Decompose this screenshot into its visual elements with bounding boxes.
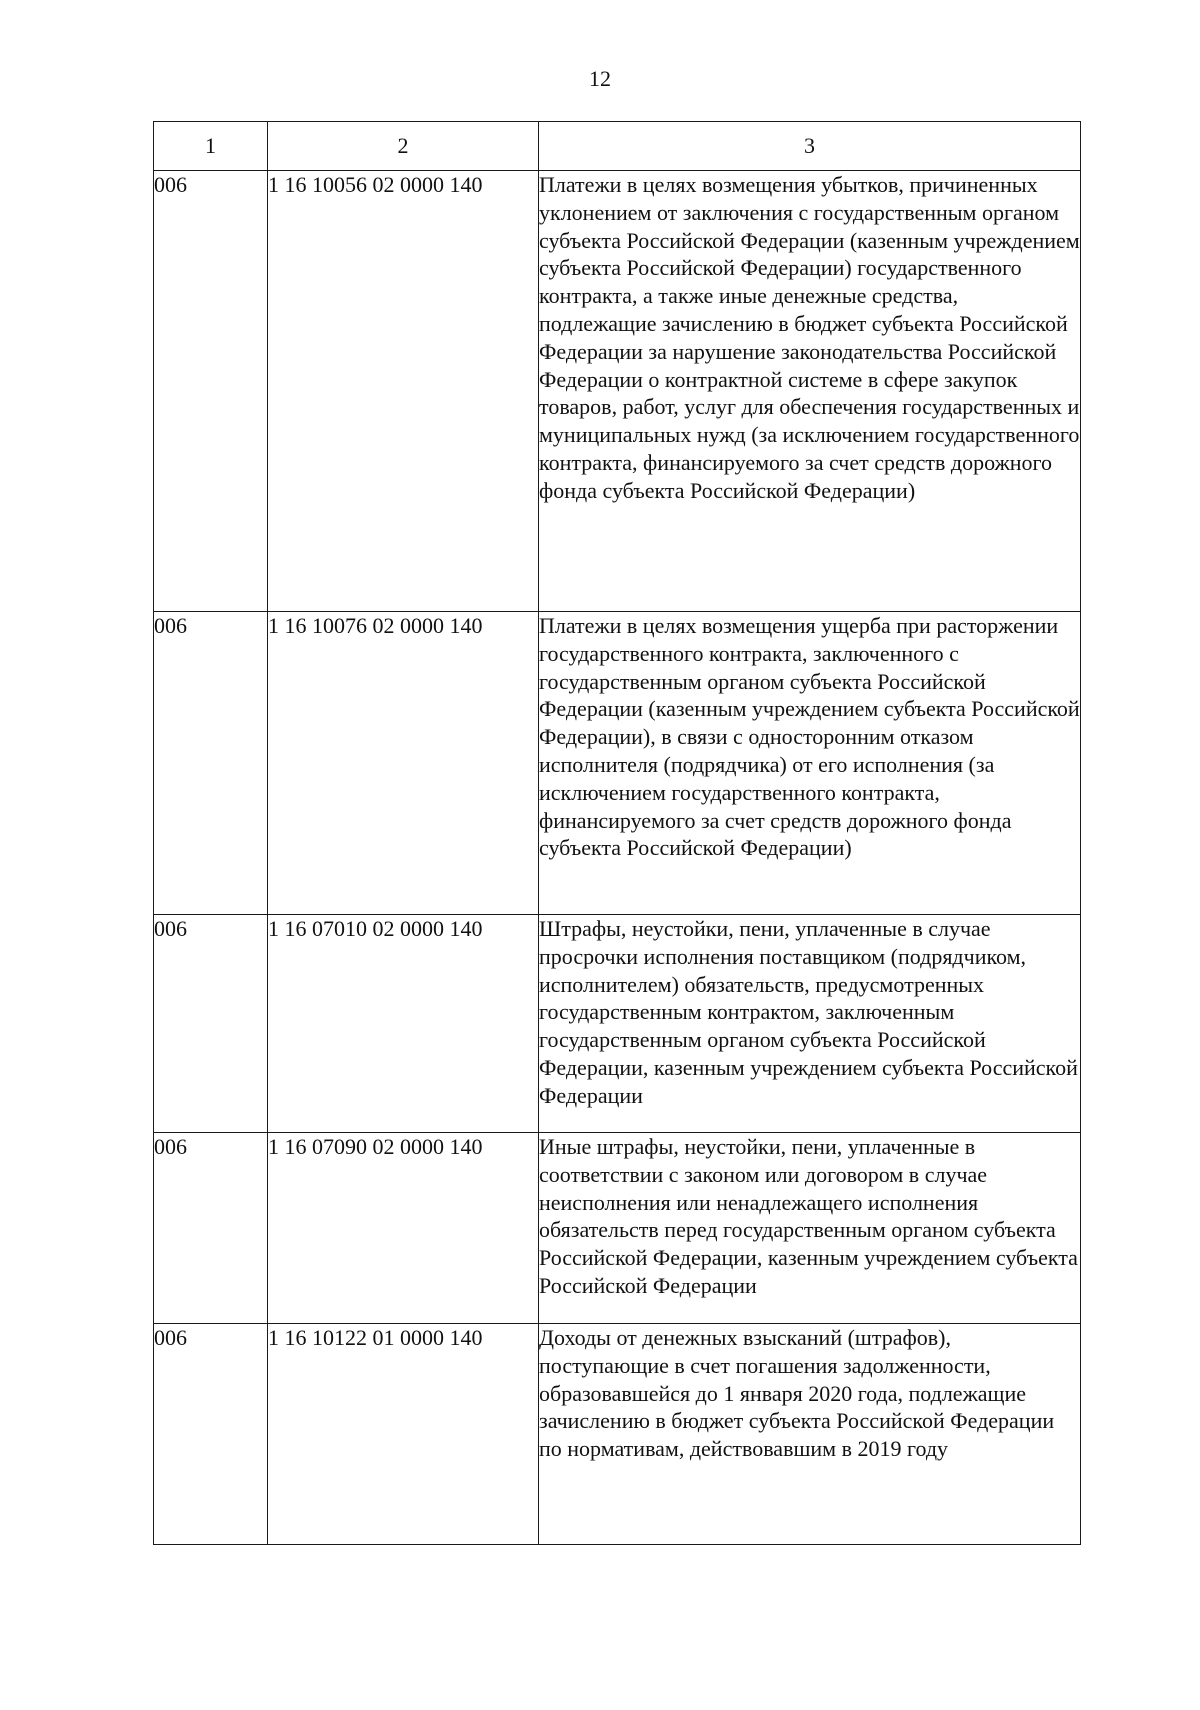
page-number: 12 <box>589 66 611 91</box>
kbk-code-cell: 1 16 07010 02 0000 140 <box>268 915 539 1133</box>
column-header-3: 3 <box>539 122 1081 171</box>
table-header-row <box>154 122 1081 171</box>
admin-code-cell: 006 <box>154 612 268 915</box>
table-row <box>154 171 1081 612</box>
table-row <box>154 1324 1081 1545</box>
kbk-code-cell: 1 16 10056 02 0000 140 <box>268 171 539 612</box>
table-row <box>154 612 1081 915</box>
admin-code-cell: 006 <box>154 915 268 1133</box>
table-row <box>154 1133 1081 1324</box>
admin-code-cell: 006 <box>154 171 268 612</box>
description-cell: Платежи в целях возмещения убытков, причиненных уклонением от заключения с государственным органом субъекта Российской Федерации (казенным учреждением субъекта Российской Федерации) государственного контракта, а также иные денежные средства, подлежащие зачислению в бюджет субъекта Российской Федерации за нарушение законодательства Российской Федерации о контрактной системе в сфере закупок товаров, работ, услуг для обеспечения государственных и муниципальных нужд (за исключением государственного контракта, финансируемого за счет средств дорожного фонда субъекта Российской Федерации) <box>539 171 1081 612</box>
budget-codes-table <box>153 121 1081 1545</box>
description-cell: Доходы от денежных взысканий (штрафов), поступающие в счет погашения задолженности, образовавшейся до 1 января 2020 года, подлежащие зачислению в бюджет субъекта Российской Федерации по нормативам, действовавшим в 2019 году <box>539 1324 1081 1545</box>
description-cell: Платежи в целях возмещения ущерба при расторжении государственного контракта, заключенного с государственным органом субъекта Российской Федерации (казенным учреждением субъекта Российской Федерации), в связи с односторонним отказом исполнителя (подрядчика) от его исполнения (за исключением государственного контракта, финансируемого за счет средств дорожного фонда субъекта Российской Федерации) <box>539 612 1081 915</box>
description-cell: Штрафы, неустойки, пени, уплаченные в случае просрочки исполнения поставщиком (подрядчиком, исполнителем) обязательств, предусмотренных государственным контрактом, заключенным государственным органом субъекта Российской Федерации, казенным учреждением субъекта Российской Федерации <box>539 915 1081 1133</box>
column-header-1: 1 <box>154 122 268 171</box>
kbk-code-cell: 1 16 10076 02 0000 140 <box>268 612 539 915</box>
kbk-code-cell: 1 16 10122 01 0000 140 <box>268 1324 539 1545</box>
admin-code-cell: 006 <box>154 1133 268 1324</box>
description-cell: Иные штрафы, неустойки, пени, уплаченные в соответствии с законом или договором в случае неисполнения или ненадлежащего исполнения обязательств перед государственным органом субъекта Российской Федерации, казенным учреждением субъекта Российской Федерации <box>539 1133 1081 1324</box>
table-row <box>154 915 1081 1133</box>
admin-code-cell: 006 <box>154 1324 268 1545</box>
kbk-code-cell: 1 16 07090 02 0000 140 <box>268 1133 539 1324</box>
column-header-2: 2 <box>268 122 539 171</box>
